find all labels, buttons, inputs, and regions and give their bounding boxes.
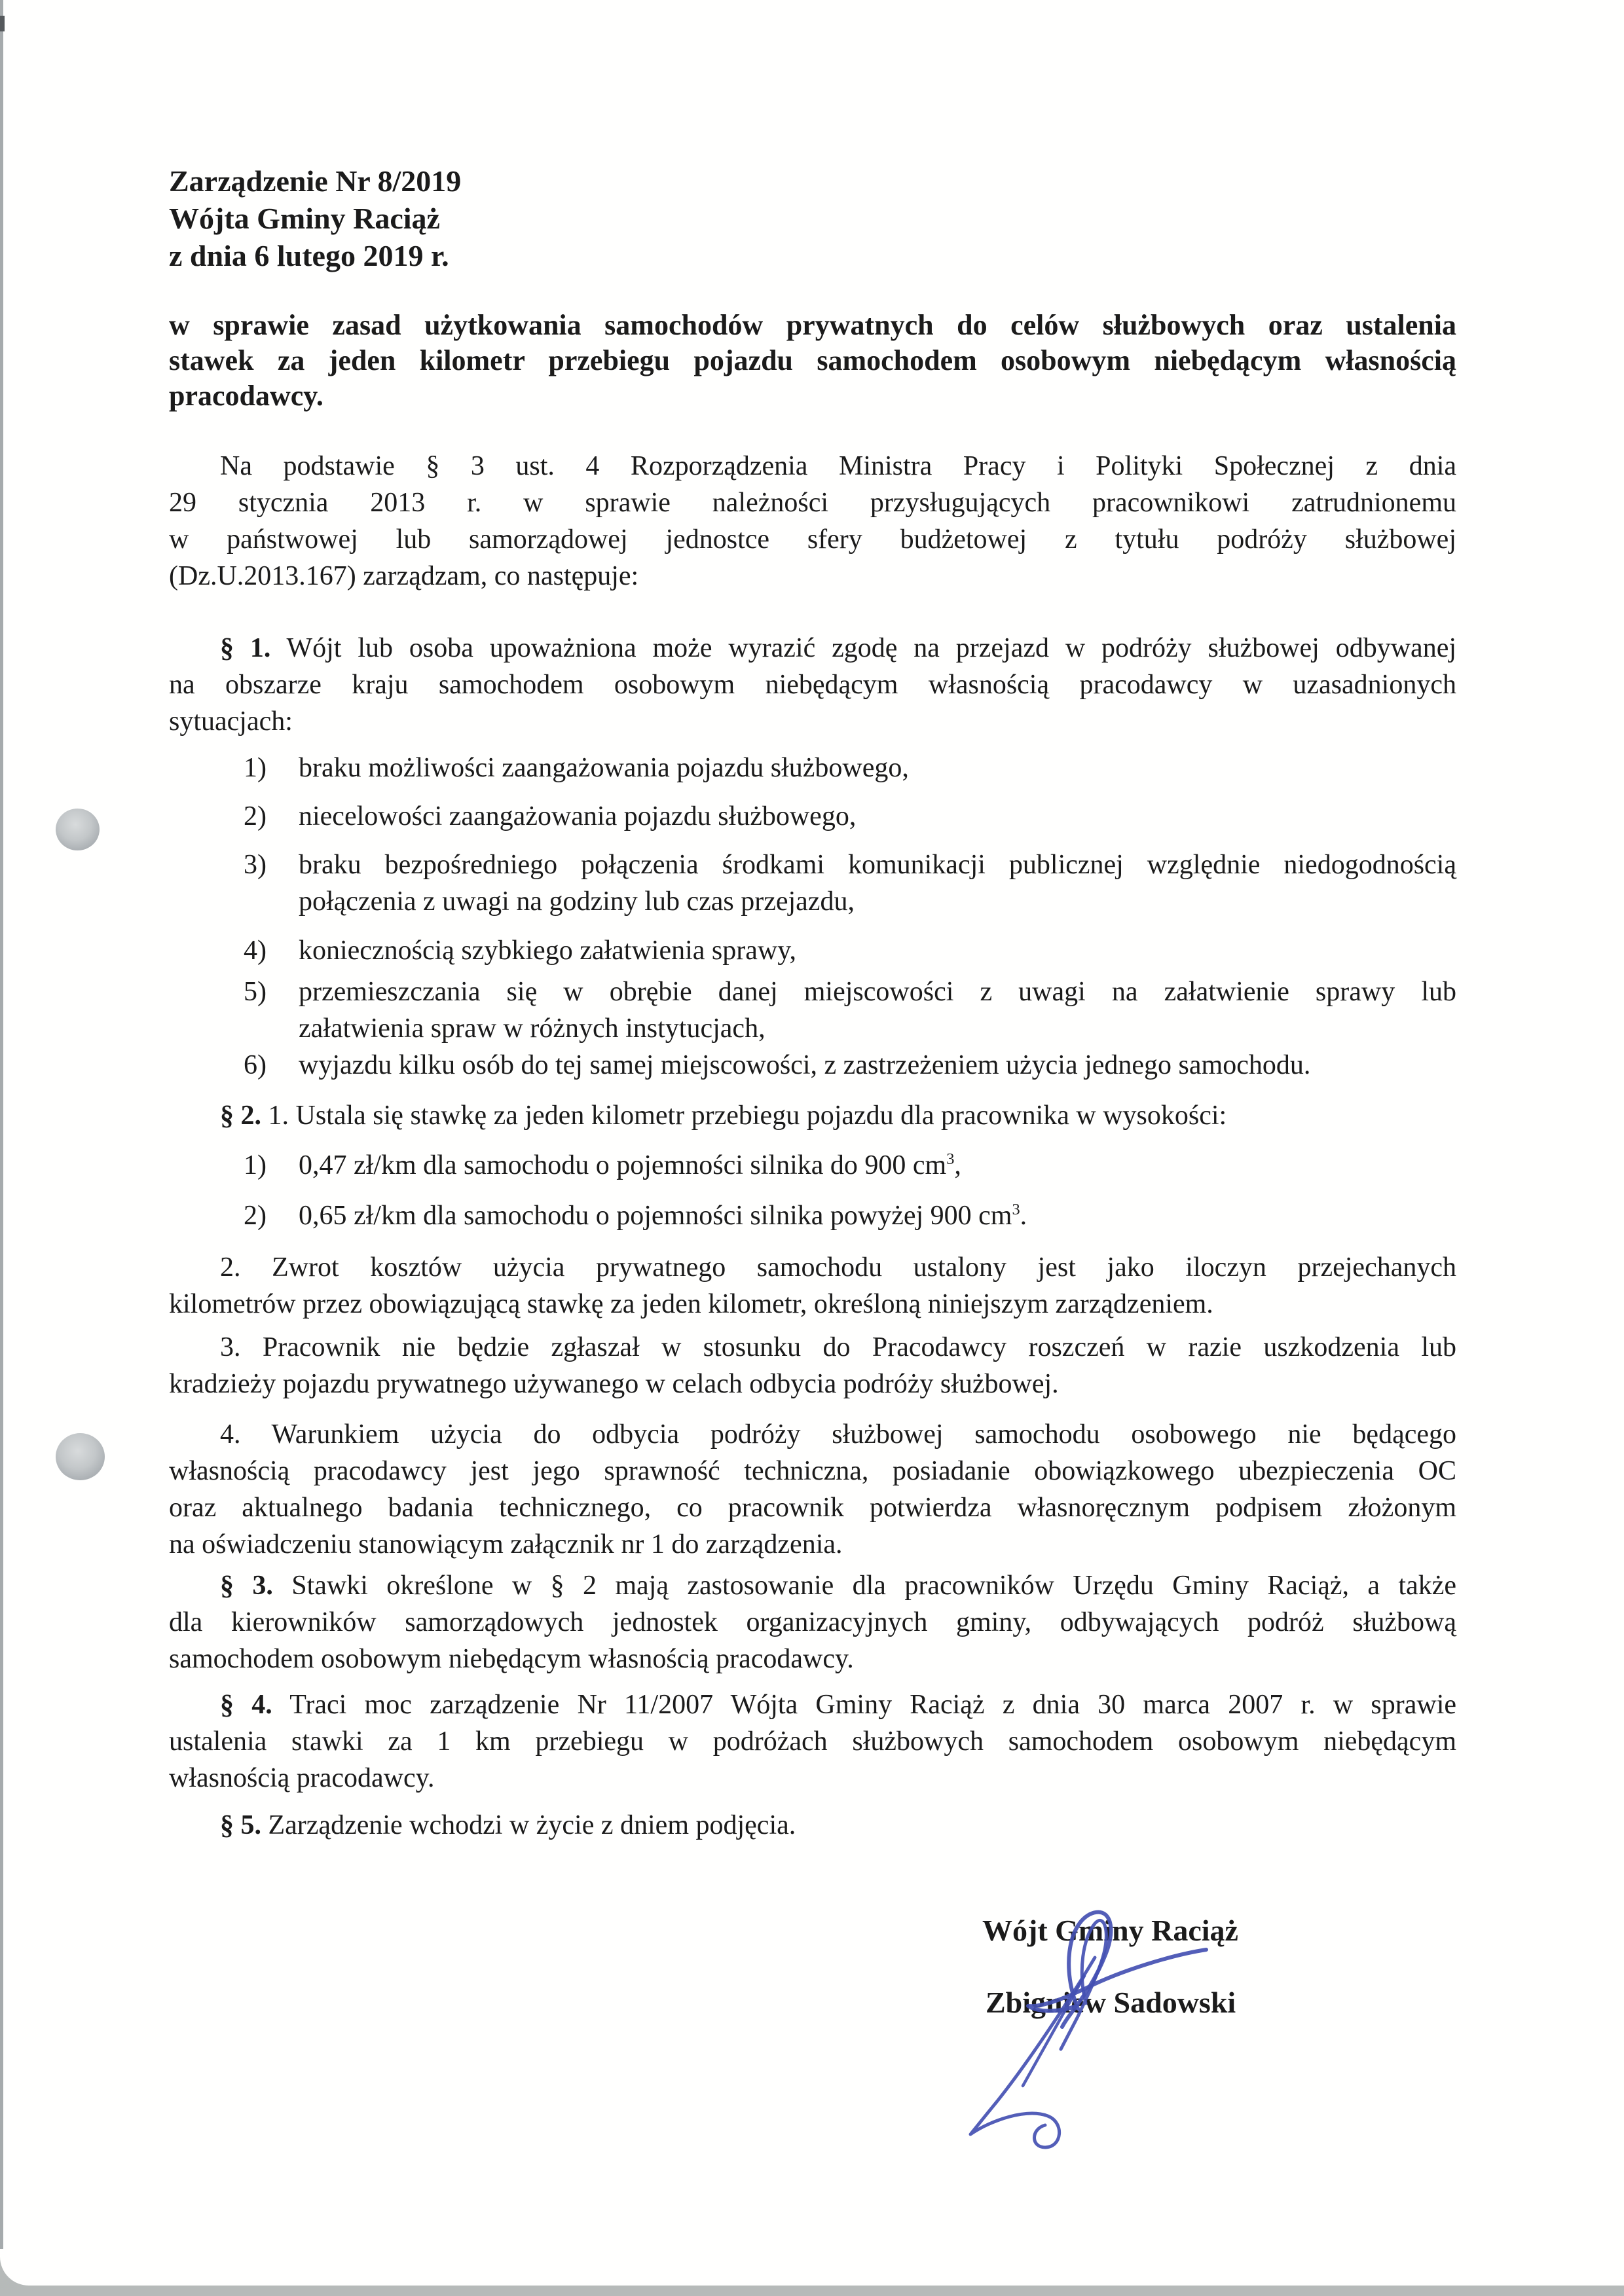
text-line: Wójta Gminy Raciąż — [169, 202, 440, 235]
section-4-paragraph — [169, 1686, 1456, 1796]
text-line: sytuacjach: — [169, 706, 293, 737]
text-line: na oświadczeniu stanowiącym załącznik nr 1 do zarządzenia. — [169, 1529, 843, 1559]
list-item-text — [299, 1147, 1456, 1184]
list-item — [169, 847, 1456, 920]
text-line: w sprawie zasad użytkowania samochodów prywatnych do celów służbowych oraz ustalenia — [169, 309, 1456, 341]
handwritten-signature — [950, 1892, 1231, 2174]
signature-stroke — [970, 1958, 1095, 2147]
text-line: braku bezpośredniego połączenia środkami komunikacji publicznej względnie niedogodnością — [299, 850, 1456, 880]
text-line: Zarządzenie Nr 8/2019 — [169, 164, 462, 198]
text-line: 29 stycznia 2013 r. w sprawie należności przysługujących pracownikowi zatrudnionemu — [169, 488, 1456, 518]
list-item-number: 4) — [244, 936, 267, 966]
list-item-text — [299, 932, 1456, 969]
text-line: przemieszczania się w obrębie danej miejscowości z uwagi na załatwienie sprawy lub — [299, 977, 1456, 1007]
legal-basis-paragraph — [169, 448, 1456, 594]
list-item-text — [299, 798, 1456, 835]
section-2-point-2-paragraph — [169, 1249, 1456, 1322]
list-item — [169, 750, 1456, 786]
signer-title: Wójt Gminy Raciąż — [982, 1914, 1238, 1947]
signature-stroke — [1028, 1950, 1206, 2011]
section-2-paragraph — [169, 1097, 1456, 1134]
section-2-point-4-paragraph — [169, 1416, 1456, 1563]
text-line: w państwowej lub samorządowej jednostce sfery budżetowej z tytułu podróży służbowej — [169, 524, 1456, 555]
scan-edge-mark — [0, 16, 5, 31]
text-line: kradzieży pojazdu prywatnego używanego w celach odbycia podróży służbowej. — [169, 1369, 1059, 1399]
section-3-paragraph — [169, 1567, 1456, 1677]
text-line: § 5. Zarządzenie wchodzi w życie z dniem podjęcia. — [220, 1810, 796, 1840]
text-line: własnością pracodawcy jest jego sprawność techniczna, posiadanie obowiązkowego ubezpieczenia OC — [169, 1456, 1456, 1486]
text-line: samochodem osobowym niebędącym własnością pracodawcy. — [169, 1644, 854, 1674]
text-line: kilometrów przez obowiązującą stawkę za jeden kilometr, określoną niniejszym zarządzeniem. — [169, 1289, 1213, 1319]
list-item-number: 1) — [244, 1150, 267, 1180]
list-item — [169, 798, 1456, 835]
rate-list-item — [169, 1147, 1456, 1184]
text-line: własnością pracodawcy. — [169, 1763, 435, 1793]
list-item-number: 1) — [244, 753, 267, 783]
text-line: 3. Pracownik nie będzie zgłaszał w stosunku do Pracodawcy roszczeń w razie uszkodzenia lub — [220, 1332, 1456, 1362]
list-item-number: 3) — [244, 850, 267, 880]
text-line: Na podstawie § 3 ust. 4 Rozporządzenia Ministra Pracy i Polityki Społecznej z dnia — [220, 451, 1456, 481]
text-line: z dnia 6 lutego 2019 r. — [169, 239, 449, 272]
hole-punch-mark — [56, 1433, 105, 1480]
text-line: (Dz.U.2013.167) zarządzam, co następuje: — [169, 561, 639, 591]
text-line: koniecznością szybkiego załatwienia sprawy, — [299, 936, 796, 966]
text-line: pracodawcy. — [169, 380, 323, 412]
signature-stroke — [1061, 1920, 1106, 2049]
list-item — [169, 1047, 1456, 1084]
text-line: niecelowości zaangażowania pojazdu służbowego, — [299, 801, 857, 831]
text-line: § 4. Traci moc zarządzenie Nr 11/2007 Wójta Gminy Raciąż z dnia 30 marca 2007 r. w sprawie — [220, 1690, 1457, 1720]
subject-paragraph — [169, 308, 1456, 414]
list-item-text — [299, 1047, 1456, 1084]
section-2-point-3-paragraph — [169, 1329, 1456, 1402]
text-line: załatwienia spraw w różnych instytucjach, — [299, 1013, 766, 1044]
text-line: 4. Warunkiem użycia do odbycia podróży służbowej samochodu osobowego nie będącego — [220, 1419, 1456, 1449]
text-line: wyjazdu kilku osób do tej samej miejscowości, z zastrzeżeniem użycia jednego samochodu. — [299, 1050, 1311, 1080]
text-line: 2. Zwrot kosztów użycia prywatnego samochodu ustalony jest jako iloczyn przejechanych — [220, 1252, 1456, 1283]
list-item-text — [299, 974, 1456, 1047]
text-line: na obszarze kraju samochodem osobowym niebędącym własnością pracodawcy w uzasadnionych — [169, 670, 1456, 700]
text-line: 0,65 zł/km dla samochodu o pojemności silnika powyżej 900 $cm^3$. — [299, 1201, 1027, 1231]
rate-list-item — [169, 1197, 1456, 1234]
text-line: ustalenia stawki za 1 km przebiegu w podróżach służbowych samochodem osobowym niebędącym — [169, 1726, 1456, 1757]
list-item-number: 2) — [244, 801, 267, 831]
text-line: § 1. Wójt lub osoba upoważniona może wyrazić zgodę na przejazd w podróży służbowej odbywanej — [220, 633, 1456, 663]
section-5-paragraph — [169, 1807, 1456, 1844]
list-item-text — [299, 1197, 1456, 1234]
signature-stroke — [1023, 1976, 1084, 2086]
scan-bottom-edge — [0, 2286, 1624, 2296]
list-item — [169, 974, 1456, 1047]
hole-punch-mark — [56, 809, 100, 850]
text-line: 0,47 zł/km dla samochodu o pojemności silnika do 900 $cm^3$, — [299, 1150, 961, 1180]
list-item — [169, 932, 1456, 969]
text-line: oraz aktualnego badania technicznego, co pracownik potwierdza własnoręcznym podpisem złożonym — [169, 1493, 1456, 1523]
list-item-text — [299, 750, 1456, 786]
text-line: § 3. Stawki określone w § 2 mają zastosowanie dla pracowników Urzędu Gminy Raciąż, a także — [220, 1571, 1457, 1601]
list-item-number: 6) — [244, 1050, 267, 1080]
list-item-number: 5) — [244, 977, 267, 1007]
text-line: braku możliwości zaangażowania pojazdu służbowego, — [299, 753, 909, 783]
section-1-paragraph — [169, 630, 1456, 740]
list-item-number: 2) — [244, 1201, 267, 1231]
text-line: dla kierowników samorządowych jednostek organizacyjnych gminy, odbywających podróż służbową — [169, 1607, 1456, 1637]
document-title — [169, 162, 1456, 274]
text-line: stawek za jeden kilometr przebiegu pojazdu samochodem osobowym niebędącym własnością — [169, 344, 1456, 376]
text-line: § 2. 1. Ustala się stawkę za jeden kilometr przebiegu pojazdu dla pracownika w wysokości: — [220, 1101, 1227, 1131]
text-line: połączenia z uwagi na godziny lub czas przejazdu, — [299, 886, 855, 917]
list-item-text — [299, 847, 1456, 920]
signer-name: Zbigniew Sadowski — [986, 1986, 1236, 2019]
scan-left-edge — [0, 0, 3, 2286]
